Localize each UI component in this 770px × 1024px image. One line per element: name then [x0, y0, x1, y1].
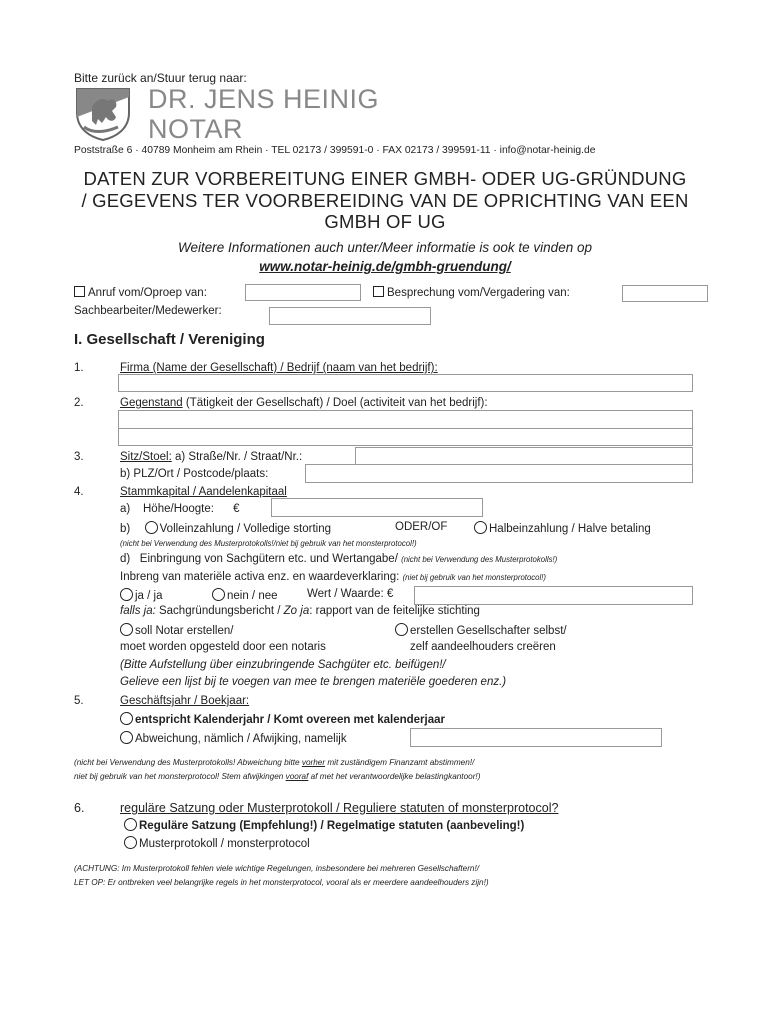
fiscal-note-de: (nicht bei Verwendung des Musterprotokolls! Abweichung bitte vorher mit zuständigem Finanzamt abstimmen!/ [74, 758, 475, 767]
item-number: 2. [74, 397, 84, 409]
purpose-label: Gegenstand (Tätigkeit der Gesellschaft) / Doel (activiteit van het bedrijf): [120, 397, 488, 409]
value-label: Wert / Waarde: € [307, 588, 394, 600]
warning-de: (ACHTUNG: Im Musterprotokoll fehlen viele wichtige Regelungen, insbesondere bei mehreren Gesellschaftern!/ [74, 864, 480, 873]
postcode-field[interactable] [305, 464, 693, 483]
meeting-row [373, 286, 570, 299]
capital-label: Stammkapital / Aandelenkapitaal [120, 486, 287, 498]
deviation-radio[interactable] [120, 731, 133, 744]
purpose-field-1[interactable] [118, 410, 693, 429]
full-payment-radio[interactable] [145, 521, 158, 534]
payment-note: (nicht bei Verwendung des Musterprotokolls!/niet bij gebruik van het monsterprotocol!) [120, 539, 417, 548]
statutes-label: reguläre Satzung oder Musterprotokoll / Reguliere statuten of monsterprotocol? [120, 801, 559, 815]
notary-label-nl: moet worden opgesteld door een notaris [120, 641, 326, 653]
calendar-year-radio[interactable] [120, 712, 133, 725]
contribution-yes-row: ja / ja [120, 588, 163, 602]
contribution-label: d) Einbringung von Sachgütern etc. und Wertangabe/ (nicht bei Verwendung des Musterprotokolls!) [120, 553, 558, 565]
company-name-label: Firma (Name der Gesellschaft) / Bedrijf (naam van het bedrijf): [120, 362, 438, 374]
half-payment-radio[interactable] [474, 521, 487, 534]
warning-nl: LET OP: Er ontbreken veel belangrijke regels in het monsterprotocol, vooral als er meerdere aandeelhouders zijn!) [74, 878, 489, 887]
calendar-year-row: entspricht Kalenderjahr / Komt overeen met kalenderjaar [120, 712, 445, 726]
fiscal-note-nl: niet bij gebruik van het monsterprotocol! Stem afwijkingen vooraf af met het verantwoordelijke belastingkantoor!) [74, 772, 481, 781]
postcode-label: b) PLZ/Ort / Postcode/plaats: [120, 468, 269, 480]
fiscal-year-label: Geschäftsjahr / Boekjaar: [120, 695, 250, 707]
item-number: 3. [74, 451, 84, 463]
meeting-checkbox[interactable] [373, 286, 384, 297]
list-note-nl: Gelieve een lijst bij te voegen van mee te brengen materiële goederen enz.) [120, 676, 507, 688]
half-payment-label: Halbeinzahlung / Halve betaling [489, 523, 651, 535]
model-protocol-radio[interactable] [124, 836, 137, 849]
item-number: 1. [74, 362, 84, 374]
payment-row: b) Volleinzahlung / Volledige storting [120, 523, 331, 535]
coat-of-arms-logo [74, 87, 132, 141]
contribution-yes-radio[interactable] [120, 588, 133, 601]
founder-label-nl: zelf aandeelhouders creëren [410, 641, 556, 653]
contribution-no-row: nein / nee [212, 588, 278, 602]
founder-radio[interactable] [395, 623, 408, 636]
form-title-line2: / GEGEVENS TER VOORBEREIDING VAN DE OPRICHTING VAN EEN [81, 190, 689, 211]
notary-radio[interactable] [120, 623, 133, 636]
list-note-de: (Bitte Aufstellung über einzubringende Sachgüter etc. beifügen!/ [120, 659, 446, 671]
regular-statutes-radio[interactable] [124, 818, 137, 831]
contribution-label-nl: Inbreng van materiële activa enz. en waardeverklaring: (niet bij gebruik van het monsterprotocol!) [120, 571, 547, 583]
meeting-date-field[interactable] [622, 285, 708, 302]
street-field[interactable] [355, 447, 693, 465]
logo-title: NOTAR [148, 114, 243, 144]
deviation-field[interactable] [410, 728, 662, 747]
info-url-link[interactable]: www.notar-heinig.de/gmbh-gruendung/ [259, 259, 511, 274]
regular-statutes-row: Reguläre Satzung (Empfehlung!) / Regelmatige statuten (aanbeveling!) [124, 818, 524, 832]
call-label: Anruf vom/Oproep van: [88, 287, 207, 299]
clerk-field[interactable] [269, 307, 431, 325]
contribution-no-radio[interactable] [212, 588, 225, 601]
founder-row: erstellen Gesellschafter selbst/ [395, 623, 567, 637]
half-payment-row [474, 521, 651, 535]
deviation-row: Abweichung, nämlich / Afwijking, namelijk [120, 731, 347, 745]
address-line: Poststraße 6 · 40789 Monheim am Rhein · TEL 02173 / 399591-0 · FAX 02173 / 399591-11 · info@notar-heinig.de [74, 145, 596, 156]
seat-label: Sitz/Stoel: a) Straße/Nr. / Straat/Nr.: [120, 451, 303, 463]
full-payment-label: Volleinzahlung / Volledige storting [159, 523, 331, 535]
capital-amount-field[interactable] [271, 498, 483, 517]
if-yes-text: falls ja: Sachgründungsbericht / Zo ja: rapport van de feitelijke stichting [120, 605, 480, 617]
call-row [74, 286, 207, 299]
model-protocol-row: Musterprotokoll / monsterprotocol [124, 836, 310, 850]
call-checkbox[interactable] [74, 286, 85, 297]
capital-amount-label: a) Höhe/Hoogte: € [120, 503, 240, 515]
return-label: Bitte zurück an/Stuur terug naar: [74, 71, 247, 85]
purpose-field-2[interactable] [118, 428, 693, 446]
form-title-line1: DATEN ZUR VORBEREITUNG EINER GMBH- ODER UG-GRÜNDUNG [83, 168, 687, 189]
logo-name: DR. JENS HEINIG [148, 84, 380, 114]
call-date-field[interactable] [245, 284, 361, 301]
value-field[interactable] [414, 586, 693, 605]
notary-row: soll Notar erstellen/ [120, 623, 233, 637]
item-number: 4. [74, 486, 84, 498]
item-number: 5. [74, 695, 84, 707]
item-number: 6. [74, 801, 85, 815]
company-name-field[interactable] [118, 374, 693, 392]
form-title-line3: GMBH OF UG [324, 211, 446, 232]
info-text: Weitere Informationen auch unter/Meer informatie is ook te vinden op [178, 240, 592, 255]
or-label: ODER/OF [395, 521, 448, 533]
clerk-label: Sachbearbeiter/Medewerker: [74, 305, 222, 317]
section-heading: I. Gesellschaft / Vereniging [74, 331, 265, 348]
meeting-label: Besprechung vom/Vergadering van: [387, 287, 570, 299]
